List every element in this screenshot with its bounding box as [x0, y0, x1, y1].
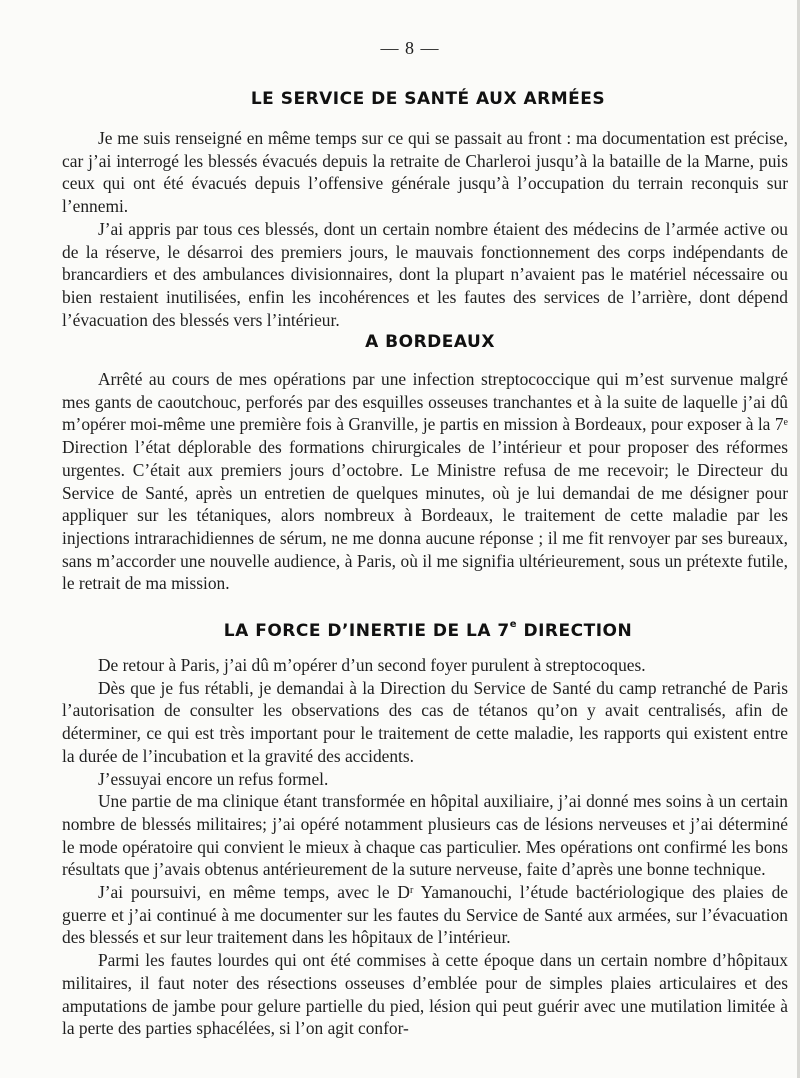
section-service-de-sante — [62, 89, 788, 331]
paragraph: Une partie de ma clinique étant transformée en hôpital auxiliaire, j’ai donné mes soins à un certain nombre de blessés militaires; j’ai opéré notamment plusieurs cas de lésions nerveuses et j’ai déterminé le mode opératoire qui convient le mieux à chaque cas particulier. Mes opérations ont confirmé les bons résultats que j’avais obtenus antérieurement de la suture nerveuse, faite d’après une bonne technique. — [62, 791, 788, 880]
section-a-bordeaux — [62, 332, 788, 595]
paragraph: Arrêté au cours de mes opérations par une infection streptococcique qui m’est survenue malgré mes gants de caoutchouc, perforés par des esquilles osseuses tranchantes et à la suite de laquelle j’ai dû m’opérer moi-même une première fois à Granville, je partis en mission à Bordeaux, pour exposer à la 7e Direction l’état déplorable des formations chirurgicales de l’intérieur et pour proposer des réformes urgentes. C’était aux premiers jours d’octobre. Le Ministre refusa de me recevoir; le Directeur du Service de Santé, après un entretien de quelques minutes, où je lui demandai de me désigner pour appliquer sur les tétaniques, alors nombreux à Bordeaux, le traitement de cette maladie par les injections intrarachidiennes de sérum, ne me donna aucune réponse ; il me fit renvoyer par ses bureaux, sans m’accorder une nouvelle audience, à Paris, où il me signifia ultérieurement, sous un prétexte futile, le retrait de ma mission. — [62, 369, 788, 594]
section-force-inertie — [62, 621, 788, 1040]
page-number: — 8 — — [380, 38, 440, 58]
paragraph: J’essuyai encore un refus formel. — [98, 768, 329, 789]
paragraph: Je me suis renseigné en même temps sur ce qui se passait au front : ma documentation est précise, car j’ai interrogé les blessés évacués depuis la retraite de Charleroi jusqu’à la bataille de la Marne, puis ceux qui ont été évacués depuis l’offensive générale jusqu’à l’occupation du terrain reconquis sur l’ennemi. — [62, 128, 788, 217]
section-heading: LA FORCE D’INERTIE DE LA 7e DIRECTION — [223, 619, 633, 641]
paragraph: Parmi les fautes lourdes qui ont été commises à cette époque dans un certain nombre d’hôpitaux militaires, il faut noter des résections osseuses d’emblée pour de simples plaies articulaires et des amputations de jambe pour gelure partielle du pied, lésion qui peut guérir avec une mutilation limitée à la perte des parties sphacélées, si l’on agit confor- — [62, 950, 788, 1039]
paragraph: J’ai poursuivi, en même temps, avec le $D^r$ Yamanouchi, l’étude bactériologique des plaies de guerre et j’ai continué à me documenter sur les fautes du Service de Santé aux armées, sur l’évacuation des blessés et sur leur traitement dans les hôpitaux de l’intérieur. — [62, 882, 788, 948]
section-heading: A BORDEAUX — [365, 332, 495, 352]
paragraph: Dès que je fus rétabli, je demandai à la Direction du Service de Santé du camp retranché de Paris l’autorisation de consulter les observations des cas de tétanos qu’on y avait centralisés, afin de déterminer, ce qui est très important pour le traitement de cette maladie, les rapports qui existent entre la durée de l’incubation et la gravité des accidents. — [62, 677, 788, 766]
section-heading: LE SERVICE DE SANTÉ AUX ARMÉES — [250, 89, 606, 109]
paragraph: J’ai appris par tous ces blessés, dont un certain nombre étaient des médecins de l’armée active ou de la réserve, le désarroi des premiers jours, le mauvais fonctionnement des corps indépendants de brancardiers et des ambulances divisionnaires, dont la plupart n’avaient pas le matériel nécessaire ou bien restaient inutilisées, enfin les incohérences et les fautes des services de l’arrière, dont dépend l’évacuation des blessés vers l’intérieur. — [62, 218, 788, 330]
paragraph: De retour à Paris, j’ai dû m’opérer d’un second foyer purulent à streptocoques. — [98, 655, 646, 675]
